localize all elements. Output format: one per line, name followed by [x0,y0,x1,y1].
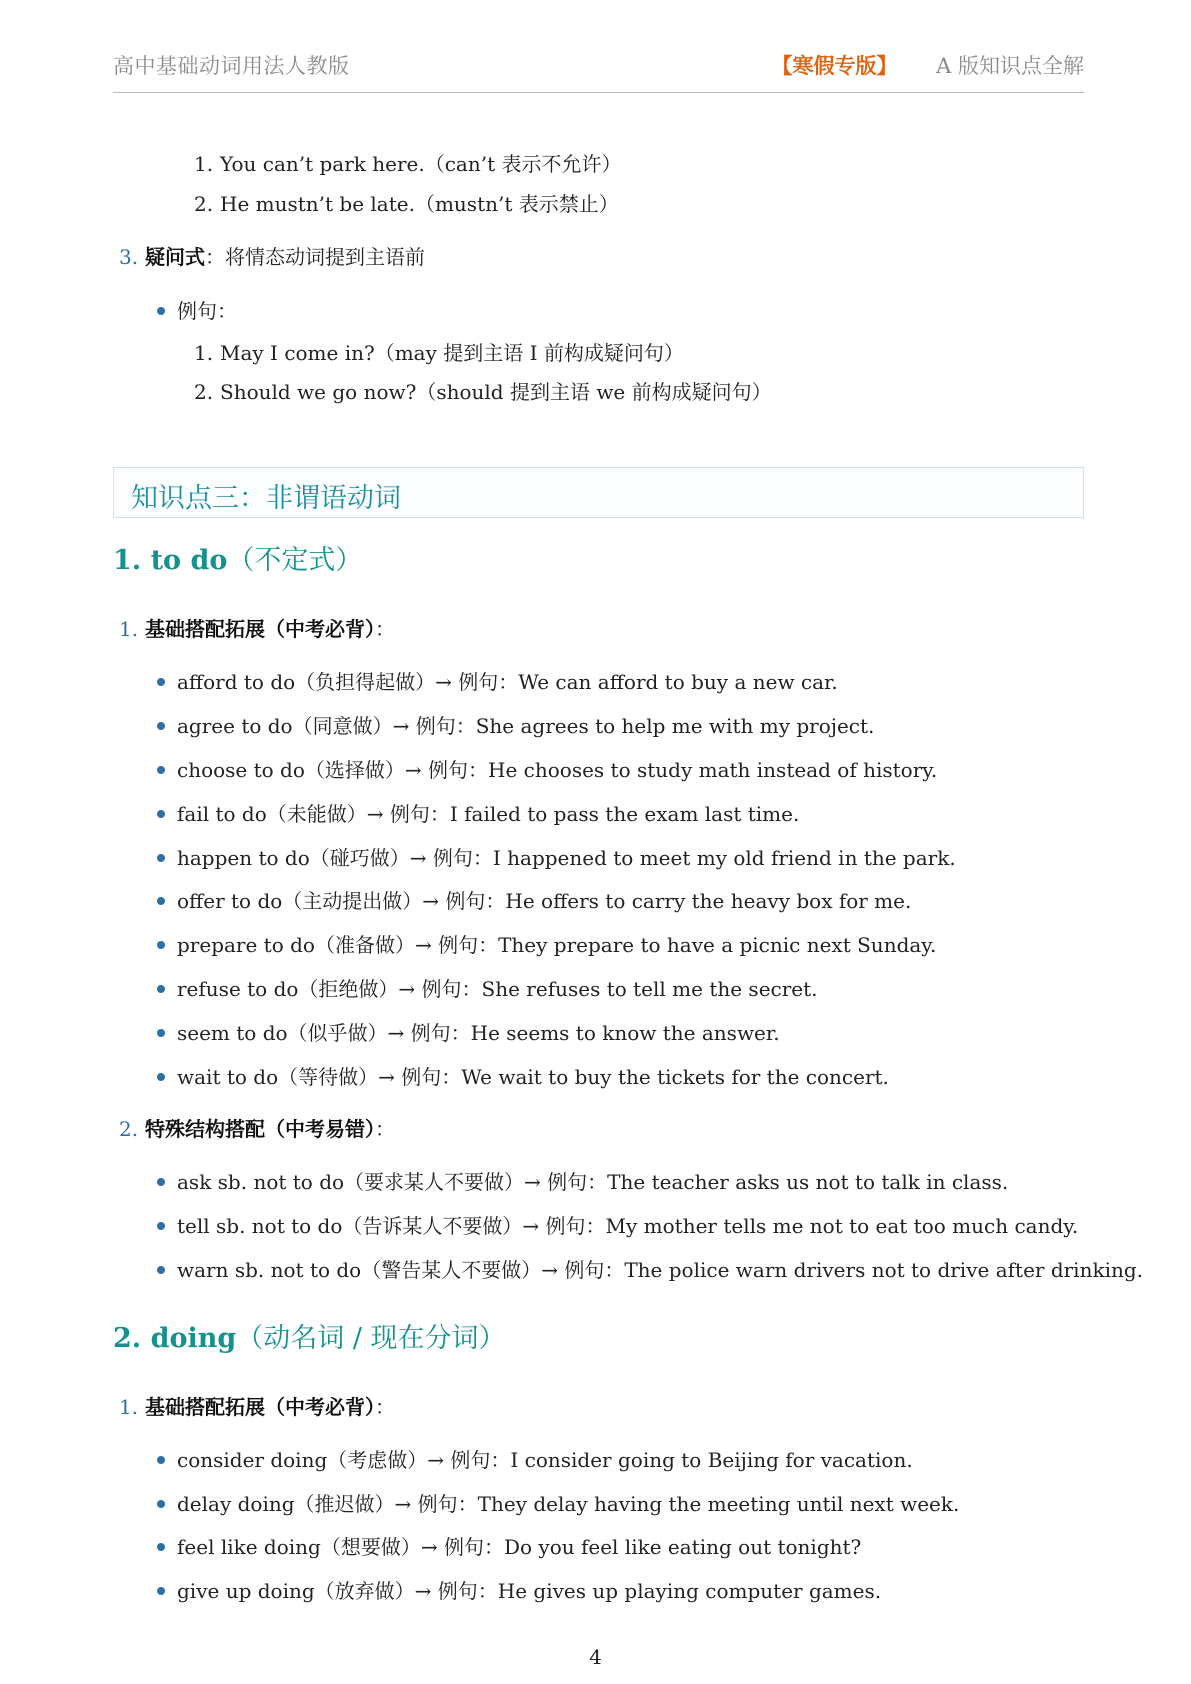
bullet-dot-icon [157,810,165,818]
bullet-item [157,973,818,1002]
bullet-text: seem to do（似乎做）→ 例句：He seems to know the answer. [177,1021,780,1045]
item-number: 2. [194,192,214,216]
bullet-dot-icon [157,985,165,993]
bullet-text: prepare to do（准备做）→ 例句：They prepare to have a picnic next Sunday. [177,933,937,957]
bullet-text: consider doing（考虑做）→ 例句：I consider going to Beijing for vacation. [177,1448,913,1472]
bullet-item [157,1061,889,1090]
bullet-text: tell sb. not to do（告诉某人不要做）→ 例句：My mother tells me not to eat too much candy. [177,1214,1079,1238]
bullet-text: delay doing（推迟做）→ 例句：They delay having the meeting until next week. [177,1492,960,1516]
section-title: 知识点三：非谓语动词 [131,483,401,514]
bullet-item [157,295,237,324]
bullet-item [157,1166,1008,1195]
bullet-item [157,1210,1078,1239]
header-right [771,50,1084,80]
to-do-group2-heading [119,1113,395,1142]
heading-text: 1. to do [113,545,228,576]
heading-label: 特殊结构搭配（中考易错） [145,1117,375,1141]
bullet-item [157,798,799,827]
bullet-item [157,885,911,914]
item-text: Should we go now?（should 提到主语 we 前构成疑问句） [220,380,772,404]
bullet-item [157,666,838,695]
bullet-text: afford to do（负担得起做）→ 例句：We can afford to buy a new car. [177,670,838,694]
bullet-item [157,1531,861,1560]
section-title-box [113,467,1084,518]
bullet-item [157,842,956,871]
bullet-text: warn sb. not to do（警告某人不要做）→ 例句：The police warn drivers not to drive after drinking. [177,1258,1144,1282]
bullet-item [157,929,936,958]
doing-group1-heading [119,1391,395,1420]
bullet-item [157,1488,959,1517]
bullet-item [157,1444,913,1473]
item-text: You can’t park here.（can’t 表示不允许） [220,152,622,176]
page-number: 4 [589,1645,602,1669]
bullet-text: refuse to do（拒绝做）→ 例句：She refuses to tell me the secret. [177,977,818,1001]
bullet-text: offer to do（主动提出做）→ 例句：He offers to carry the heavy box for me. [177,889,912,913]
item-text: He mustn’t be late.（mustn’t 表示禁止） [220,192,619,216]
bullet-text: choose to do（选择做）→ 例句：He chooses to study math instead of history. [177,758,938,782]
bullet-dot-icon [157,678,165,686]
bullet-dot-icon [157,1456,165,1464]
heading-number: 2. [119,1117,139,1141]
bullet-text: feel like doing（想要做）→ 例句：Do you feel like eating out tonight? [177,1535,862,1559]
bullet-text: agree to do（同意做）→ 例句：She agrees to help me with my project. [177,714,875,738]
to-do-heading [113,538,362,577]
bullet-dot-icon [157,941,165,949]
item-number: 2. [194,380,214,404]
bullet-dot-icon [157,1543,165,1551]
item-number: 1. [194,152,214,176]
to-do-group1-heading [119,613,395,642]
bullet-dot-icon [157,1073,165,1081]
heading-label: 基础搭配拓展（中考必背） [145,1395,375,1419]
interrogative-heading [119,241,425,270]
example-item [194,337,684,366]
bullet-dot-icon [157,1587,165,1595]
bullet-dot-icon [157,766,165,774]
bullet-item [157,710,874,739]
heading-rest: ： [375,1395,395,1419]
bullet-dot-icon [157,854,165,862]
item-number: 1. [194,341,214,365]
bullet-dot-icon [157,897,165,905]
heading-number: 3. [119,245,139,269]
example-item [194,148,622,177]
bullet-item [157,754,937,783]
heading-rest: ：将情态动词提到主语前 [205,245,425,269]
heading-paren: （动名词 / 现在分词） [236,1323,506,1354]
heading-rest: ： [375,617,395,641]
bullet-text: give up doing（放弃做）→ 例句：He gives up playing computer games. [177,1579,882,1603]
bullet-dot-icon [157,1178,165,1186]
bullet-dot-icon [157,307,165,315]
bullet-item [157,1017,780,1046]
example-item [194,376,772,405]
doing-heading [113,1316,506,1355]
item-text: May I come in?（may 提到主语 I 前构成疑问句） [220,341,684,365]
document-title: 高中基础动词用法人教版 [113,54,350,78]
edition-tag: 【寒假专版】 [771,53,898,78]
heading-label: 基础搭配拓展（中考必背） [145,617,375,641]
heading-rest: ： [375,1117,395,1141]
bullet-item [157,1575,881,1604]
heading-number: 1. [119,1395,139,1419]
bullet-dot-icon [157,1222,165,1230]
bullet-dot-icon [157,722,165,730]
heading-paren: （不定式） [227,545,363,576]
example-item [194,188,619,217]
bullet-text: wait to do（等待做）→ 例句：We wait to buy the tickets for the concert. [177,1065,889,1089]
bullet-text: 例句： [177,299,237,323]
bullet-text: fail to do（未能做）→ 例句：I failed to pass the exam last time. [177,802,800,826]
heading-number: 1. [119,617,139,641]
page-header [113,44,1084,93]
bullet-item [157,1254,1143,1283]
heading-text: 2. doing [113,1323,237,1354]
bullet-dot-icon [157,1500,165,1508]
bullet-dot-icon [157,1029,165,1037]
bullet-dot-icon [157,1266,165,1274]
bullet-text: ask sb. not to do（要求某人不要做）→ 例句：The teacher asks us not to talk in class. [177,1170,1009,1194]
heading-label: 疑问式 [145,245,205,269]
bullet-text: happen to do（碰巧做）→ 例句：I happened to meet my old friend in the park. [177,846,956,870]
header-subtitle: A 版知识点全解 [936,54,1084,78]
